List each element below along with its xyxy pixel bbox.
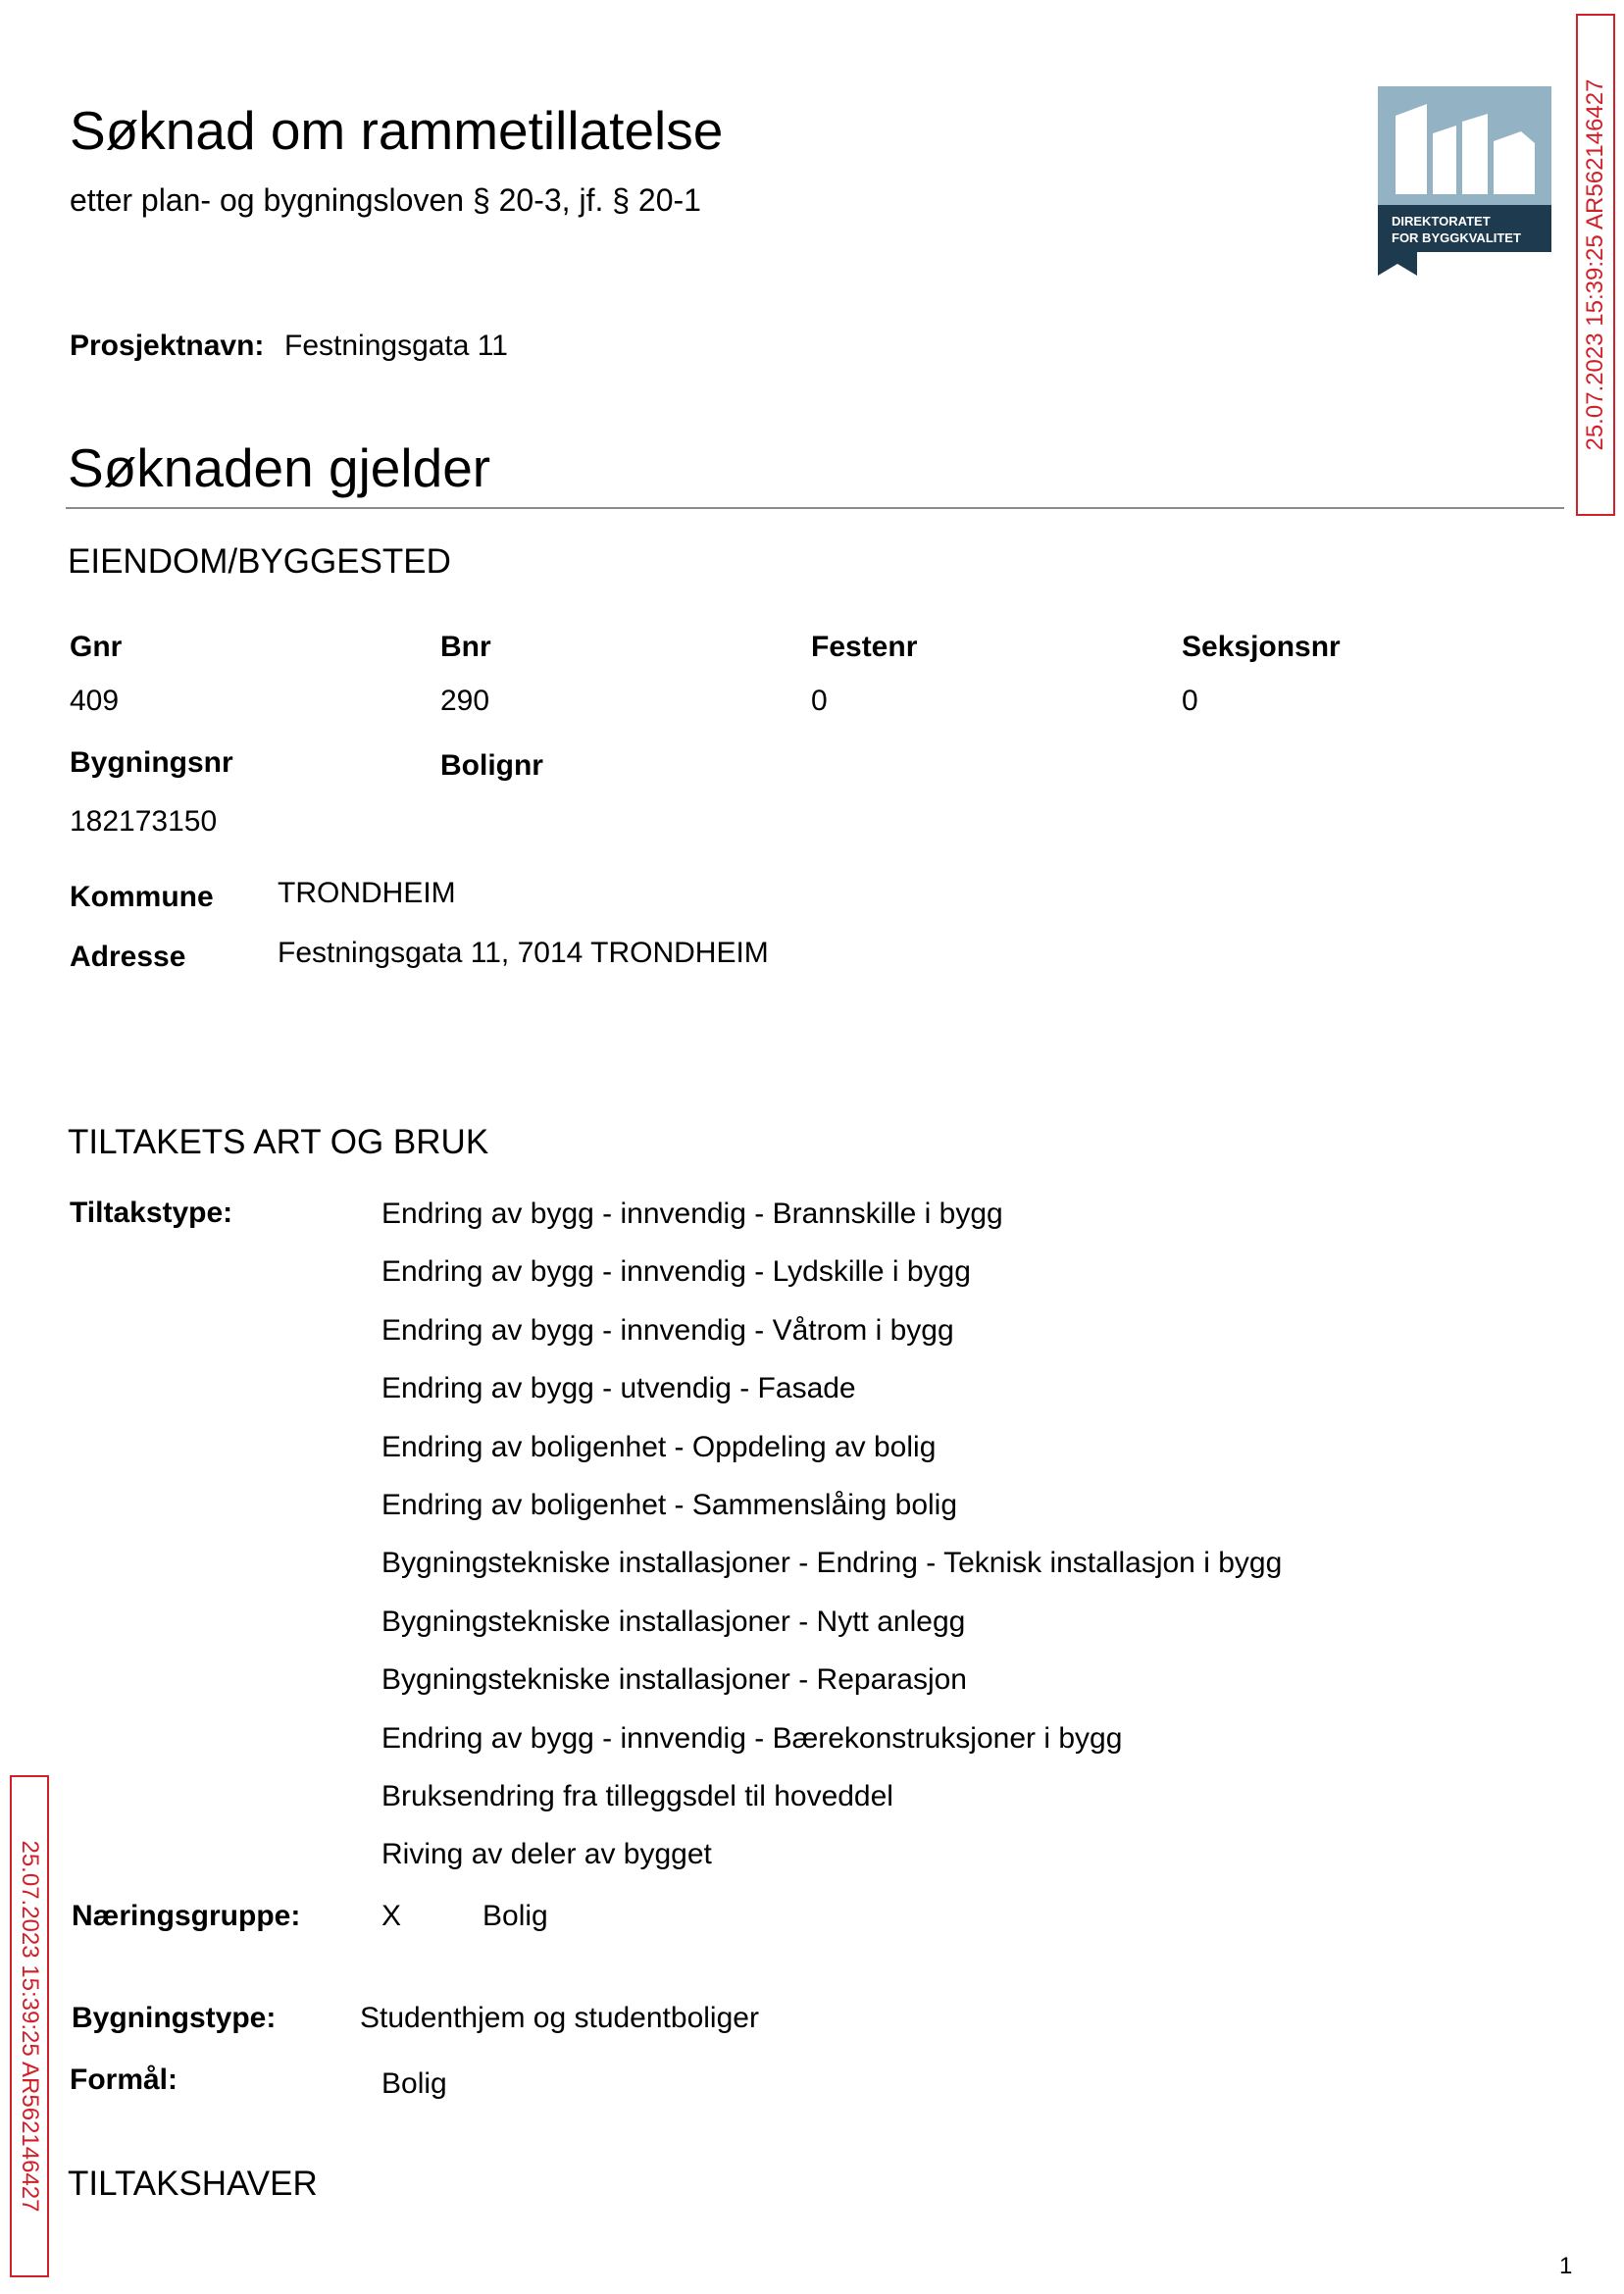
stamp-text: 25.07.2023 15:39:25 AR562146427 <box>1582 78 1608 451</box>
bygningstype-label: Bygningstype: <box>72 2002 277 2034</box>
kommune-label: Kommune <box>70 881 214 913</box>
festenr-value: 0 <box>811 685 828 717</box>
document-title: Søknad om rammetillatelse <box>70 100 724 161</box>
adresse-value: Festningsgata 11, 7014 TRONDHEIM <box>278 937 769 969</box>
gnr-label: Gnr <box>70 631 123 663</box>
section-divider <box>66 507 1564 509</box>
stamp-text: 25.07.2023 15:39:25 AR562146427 <box>17 1840 43 2213</box>
project-name-value: Festningsgata 11 <box>284 330 508 362</box>
measure-heading: TILTAKETS ART OG BRUK <box>68 1123 489 1161</box>
bygningsnr-value: 182173150 <box>70 805 218 838</box>
list-item: Bygningstekniske installasjoner - Reparasjon <box>381 1663 967 1697</box>
bnr-value: 290 <box>440 685 490 717</box>
list-item: Endring av bygg - utvendig - Fasade <box>381 1372 856 1405</box>
bygningsnr-label: Bygningsnr <box>70 746 233 779</box>
document-subtitle: etter plan- og bygningsloven § 20-3, jf. § 20-1 <box>70 182 701 218</box>
naeringsgruppe-code: X <box>381 1900 402 1932</box>
project-name-label: Prosjektnavn: <box>70 330 265 362</box>
bolignr-label: Bolignr <box>440 749 543 782</box>
list-item: Endring av bygg - innvendig - Bærekonstruksjoner i bygg <box>381 1721 1123 1755</box>
page-number: 1 <box>1559 2253 1573 2279</box>
list-item: Endring av boligenhet - Oppdeling av bolig <box>381 1430 937 1463</box>
list-item: Endring av bygg - innvendig - Lydskille i bygg <box>381 1255 971 1289</box>
bygningstype-value: Studenthjem og studentboliger <box>360 2002 759 2034</box>
timestamp-stamp-right <box>1576 14 1615 516</box>
bnr-label: Bnr <box>440 631 491 663</box>
seksjonsnr-value: 0 <box>1182 685 1198 717</box>
dibk-logo <box>1378 86 1551 276</box>
timestamp-stamp-left <box>10 1775 49 2277</box>
logo-text-line1: DIREKTORATET <box>1392 214 1491 229</box>
section-heading: Søknaden gjelder <box>68 437 491 498</box>
festenr-label: Festenr <box>811 631 918 663</box>
adresse-label: Adresse <box>70 941 186 973</box>
list-item: Bygningstekniske installasjoner - Endring - Teknisk installasjon i bygg <box>381 1547 1283 1580</box>
applicant-heading: TILTAKSHAVER <box>68 2165 318 2203</box>
formal-label: Formål: <box>70 2064 178 2096</box>
gnr-value: 409 <box>70 685 120 717</box>
list-item: Riving av deler av bygget <box>381 1838 712 1871</box>
naeringsgruppe-label: Næringsgruppe: <box>72 1900 301 1932</box>
list-item: Endring av boligenhet - Sammenslåing bolig <box>381 1488 958 1521</box>
list-item: Endring av bygg - innvendig - Våtrom i bygg <box>381 1313 954 1347</box>
naeringsgruppe-value: Bolig <box>482 1900 548 1932</box>
list-item: Bygningstekniske installasjoner - Nytt anlegg <box>381 1605 966 1638</box>
property-heading: EIENDOM/BYGGESTED <box>68 542 451 581</box>
kommune-value: TRONDHEIM <box>278 877 456 909</box>
logo-text-line2: FOR BYGGKVALITET <box>1392 230 1521 245</box>
seksjonsnr-label: Seksjonsnr <box>1182 631 1341 663</box>
dibk-logo-graphic <box>1378 86 1551 276</box>
list-item: Bruksendring fra tilleggsdel til hoveddel <box>381 1779 893 1812</box>
list-item: Endring av bygg - innvendig - Brannskille i bygg <box>381 1198 1003 1230</box>
formal-value: Bolig <box>381 2067 447 2100</box>
tiltakstype-list <box>381 1195 1282 1894</box>
tiltakstype-label: Tiltakstype: <box>70 1197 233 1229</box>
